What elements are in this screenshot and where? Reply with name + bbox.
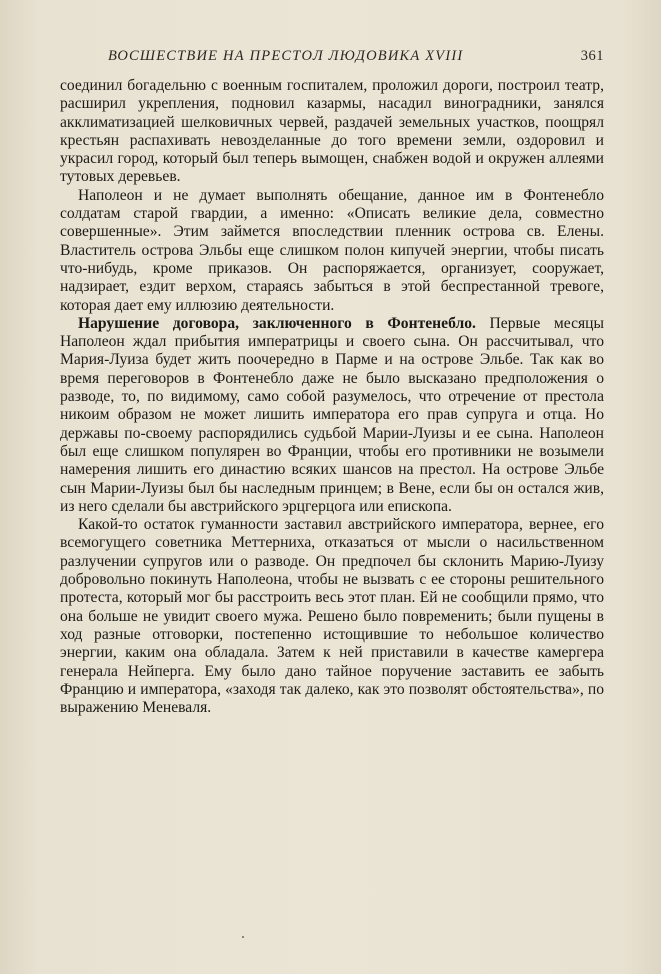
- running-header: [108, 48, 604, 70]
- paragraph-4: Какой-то остаток гуманности заставил австрийского императора, вернее, его всемогущего советника Меттерниха, отказаться от мысли о насильственном разлучении супругов или о разводе. Он предпочел бы склонить Марию-Луизу добровольно покинуть Наполеона, чтобы не вызвать с ее стороны решительного протеста, который мог бы расстроить весь этот план. Ей не сообщили прямо, что она больше не увидит своего мужа. Решено было повременить; были пущены в ход разные отговорки, постепенно истощившие то небольшое количество энергии, каким она обладала. Затем к ней приставили в качестве камергера генерала Нейперга. Ему было дано тайное поручение заставить ее забыть Францию и императора, «заходя так далеко, как это позволят обстоятельства», по выражению Меневаля.: [60, 516, 604, 717]
- paragraph-1: соединил богадельню с военным госпиталем, проложил дороги, построил театр, расширил укрепления, подновил казармы, насадил виноградники, занялся акклиматизацией шелковичных червей, раздачей земельных участков, поощрял крестьян распахивать невозделанные до того времени земли, оздоровил и украсил город, который был теперь вымощен, снабжен водой и окружен аллеями тутовых деревьев.: [60, 77, 604, 186]
- running-title: ВОСШЕСТВИЕ НА ПРЕСТОЛ ЛЮДОВИКА XVIII: [108, 48, 464, 64]
- paragraph-2: Наполеон и не думает выполнять обещание, данное им в Фонтенебло солдатам старой гвардии, а именно: «Описать великие дела, совместно совершенные». Этим займется впоследствии пленник острова св. Елены. Властитель острова Эльбы еще слишком полон кипучей энергии, чтобы писать что-нибудь, кроме приказов. Он распоряжается, организует, сооружает, надзирает, ездит верхом, стараясь забыться в этой беспрестанной тревоге, которая дает ему иллюзию деятельности.: [60, 186, 604, 314]
- section-heading: Нарушение договора, заключенного в Фонтенебло.: [78, 314, 476, 332]
- paragraph-3: [60, 315, 604, 516]
- page-number: 361: [580, 48, 604, 64]
- paragraph-3-text: Первые месяцы Наполеон ждал прибытия императрицы и своего сына. Он рассчитывал, что Мария-Луиза будет жить поочередно в Парме и на острове Эльбе. Так как во время переговоров в Фонтенебло даже не было высказано предположения о разводе, то, по видимому, само собой разумелось, что отречение от престола никоим образом не может лишить императора его прав супруга и отца. Но державы по-своему распорядились судьбой Марии-Луизы и ее сына. Наполеон был еще слишком популярен во Франции, чтобы его противники не возымели намерения лишить его династию всяких шансов на престол. На острове Эльбе сын Марии-Луизы был бы наследным принцем; в Вене, если бы он остался жив, из него сделали бы австрийского эрцгерцога или епископа.: [60, 314, 604, 515]
- text-body: [60, 77, 604, 717]
- paper-speck: [242, 936, 244, 938]
